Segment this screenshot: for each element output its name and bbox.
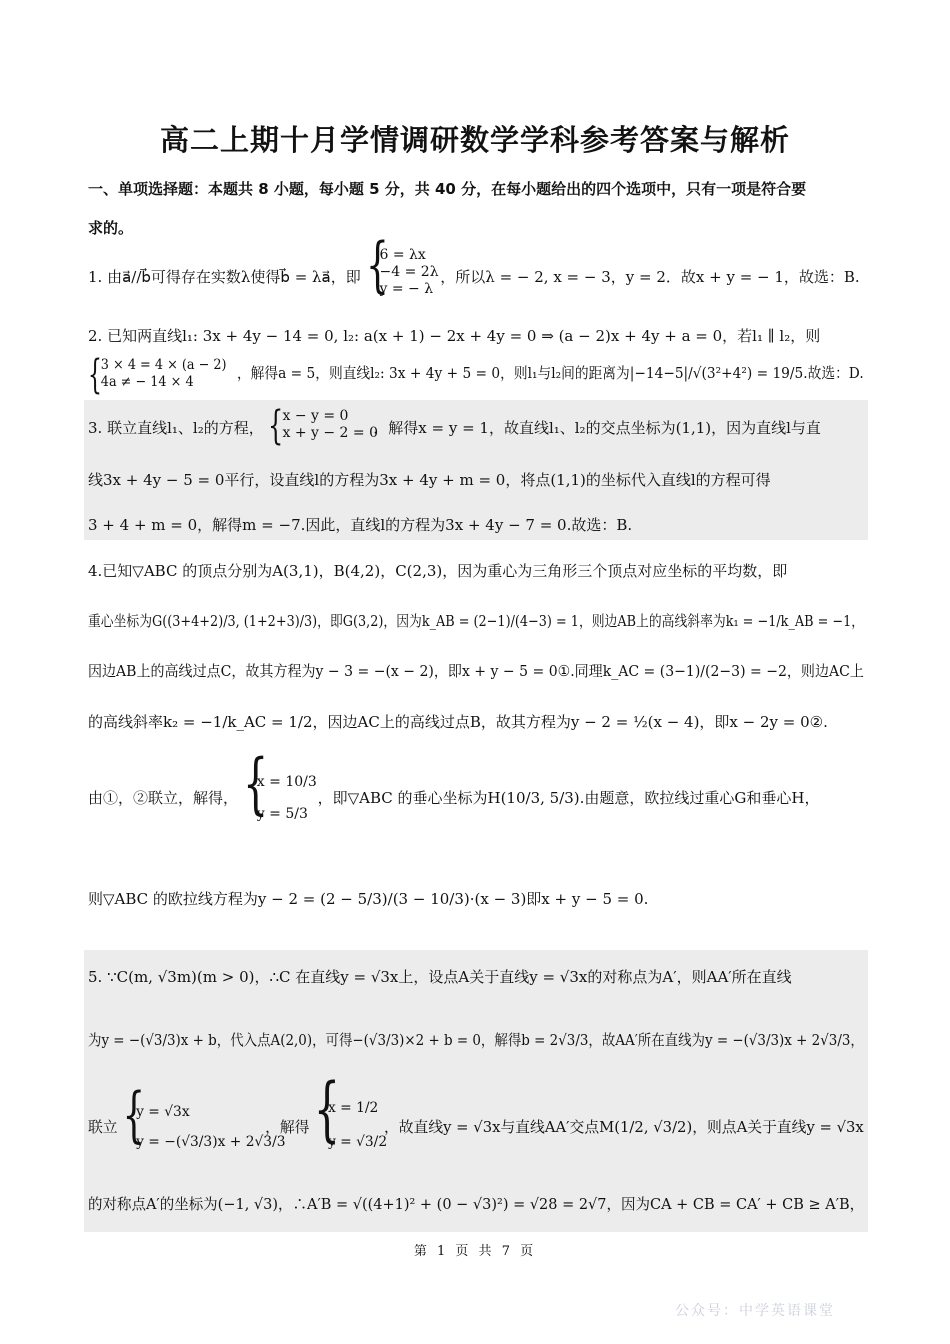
q1-tail: ，所以λ = − 2, x = − 3，y = 2．故x + y = − 1，故选：B. [440,268,860,286]
q2-tail: ，解得a = 5，则直线l₂: 3x + 4y + 5 = 0，则l₁与l₂间的距离为|−14−5|/√(3²+4²) = 19/5.故选：D. [236,364,864,382]
question-4-line2: 重心坐标为G((3+4+2)/3, (1+2+3)/3)，即G(3,2)，因为k_AB = (2−1)/(4−3) = 1，则边AB上的高线斜率为k₁ = −1/k_AB = −1， [88,612,865,630]
question-2-line1: 2. 已知两直线l₁: 3x + 4y − 14 = 0, l₂: a(x + 1) − 2x + 4y = 0 ⇒ (a − 2)x + 4y + a = 0，若l₁ ∥ l₂，则 [88,327,821,345]
q4-eq: x = 10/3 [256,774,317,790]
question-3-line3: 3 + 4 + m = 0，解得m = −7.因此，直线l的方程为3x + 4y − 7 = 0.故选：B. [88,516,633,534]
question-5-shade [84,950,868,1232]
q2-eq: 4a ≠ − 14 × 4 [100,374,194,390]
q4-text-a: 由①，②联立，解得， [88,789,239,807]
question-4-line1: 4.已知▽ABC 的顶点分别为A(3,1)，B(4,2)，C(2,3)，因为重心为三角形三个顶点对应坐标的平均数，即 [88,562,788,580]
question-3-line1: 3. 联立直线l₁、l₂的方程， { x − y = 0 x + y − 2 = 0 ，解得x = y = 1，故直线l₁、l₂的交点坐标为(1,1)，因为直线l与直 [88,403,821,449]
q5-text-c: ，故直线y = √3x与直线AA′交点M(1/2, √3/2)，则点A关于直线y = √3x [383,1118,864,1136]
q5-eq: x = 1/2 [327,1100,379,1116]
q1-eq: −4 = 2λ [379,264,439,280]
question-1: 1. 由a⃗//b⃗可得存在实数λ使得b⃗ = λa⃗，即 { 6 = λx −4 = 2λ y = − λ ，所以λ = − 2, x = − 3，y = 2．故x + y = − 1，故选：B. [88,230,860,300]
question-5-line3: 联立 { y = √3x y = −(√3/3)x + 2√3/3 ，解得 { x = 1/2 y = √3/2 ，故直线y = √3x与直线AA′交点M(1/2, √3/2)，则点A关于直线y = √3x [88,1116,853,1139]
q5-eq: y = −(√3/3)x + 2√3/3 [136,1134,286,1150]
question-5-line1: 5. ∵C(m, √3m)(m > 0)，∴C 在直线y = √3x上，设点A关于直线y = √3x的对称点为A′，则AA′所在直线 [88,968,792,986]
question-2-line2: { 3 × 4 = 4 × (a − 2) 4a ≠ − 14 × 4 ，解得a = 5，则直线l₂: 3x + 4y + 5 = 0，则l₁与l₂间的距离为|−14−5|/√(3²+4²) = 19/5.故选：D. [88,352,864,398]
question-3-line2: 线3x + 4y − 5 = 0平行，设直线l的方程为3x + 4y + m = 0，将点(1,1)的坐标代入直线l的方程可得 [88,471,771,489]
q5-eq: y = √3x [136,1104,190,1120]
question-5-line4: 的对称点A′的坐标为(−1, √3)，∴A′B = √((4+1)² + (0 − √3)²) = √28 = 2√7，因为CA + CB = CA′ + CB ≥ A′B， [88,1195,865,1213]
page-title: 高二上期十月学情调研数学学科参考答案与解析 [159,123,790,157]
question-4-line5: 由①，②联立，解得， { x = 10/3 y = 5/3 ，即▽ABC 的垂心坐标为H(10/3, 5/3).由题意，欧拉线过重心G和垂心H， [88,787,864,810]
q5-eq: y = √3/2 [327,1134,388,1150]
q1-text: 1. 由a⃗//b⃗可得存在实数λ使得b⃗ = λa⃗，即 [88,268,361,286]
q3-eq: x − y = 0 [282,408,349,424]
q2-eq: 3 × 4 = 4 × (a − 2) [100,357,227,373]
question-4-line4: 的高线斜率k₂ = −1/k_AC = 1/2，因边AC上的高线过点B，故其方程为y − 2 = ½(x − 4)，即x − 2y = 0②. [88,713,828,731]
q3-eq: x + y − 2 = 0 [282,425,378,441]
q5-text-a: 联立 [88,1118,118,1136]
question-5-line2: 为y = −(√3/3)x + b，代入点A(2,0)，可得−(√3/3)×2 + b = 0，解得b = 2√3/3，故AA′所在直线为y = −(√3/3)x + 2√3/3， [88,1031,864,1049]
section-heading-line1: 一、单项选择题：本题共 8 小题，每小题 5 分，共 40 分，在每小题给出的四个选项中，只有一项是符合要 [88,180,807,198]
q5-text-b: ，解得 [265,1118,310,1136]
watermark: 公众号：中学英语课堂 [675,1303,835,1319]
q1-eq: 6 = λx [379,247,426,263]
q3-text-a: 3. 联立直线l₁、l₂的方程， [88,419,264,437]
q3-text-b: ，解得x = y = 1，故直线l₁、l₂的交点坐标为(1,1)，因为直线l与直 [373,419,821,437]
section-heading-line2: 求的。 [88,219,134,237]
q1-eq: y = − λ [379,281,434,297]
page-footer: 第 1 页 共 7 页 [413,1244,537,1259]
q4-text-b: ，即▽ABC 的垂心坐标为H(10/3, 5/3).由题意，欧拉线过重心G和垂心H， [317,789,820,807]
question-4-line6: 则▽ABC 的欧拉线方程为y − 2 = (2 − 5/3)/(3 − 10/3)·(x − 3)即x + y − 5 = 0. [88,890,649,908]
q4-eq: y = 5/3 [256,806,308,822]
question-4-line3: 因边AB上的高线过点C，故其方程为y − 3 = −(x − 2)，即x + y − 5 = 0①.同理k_AC = (3−1)/(2−3) = −2，则边AC上 [88,662,864,680]
section-heading [88,170,868,248]
